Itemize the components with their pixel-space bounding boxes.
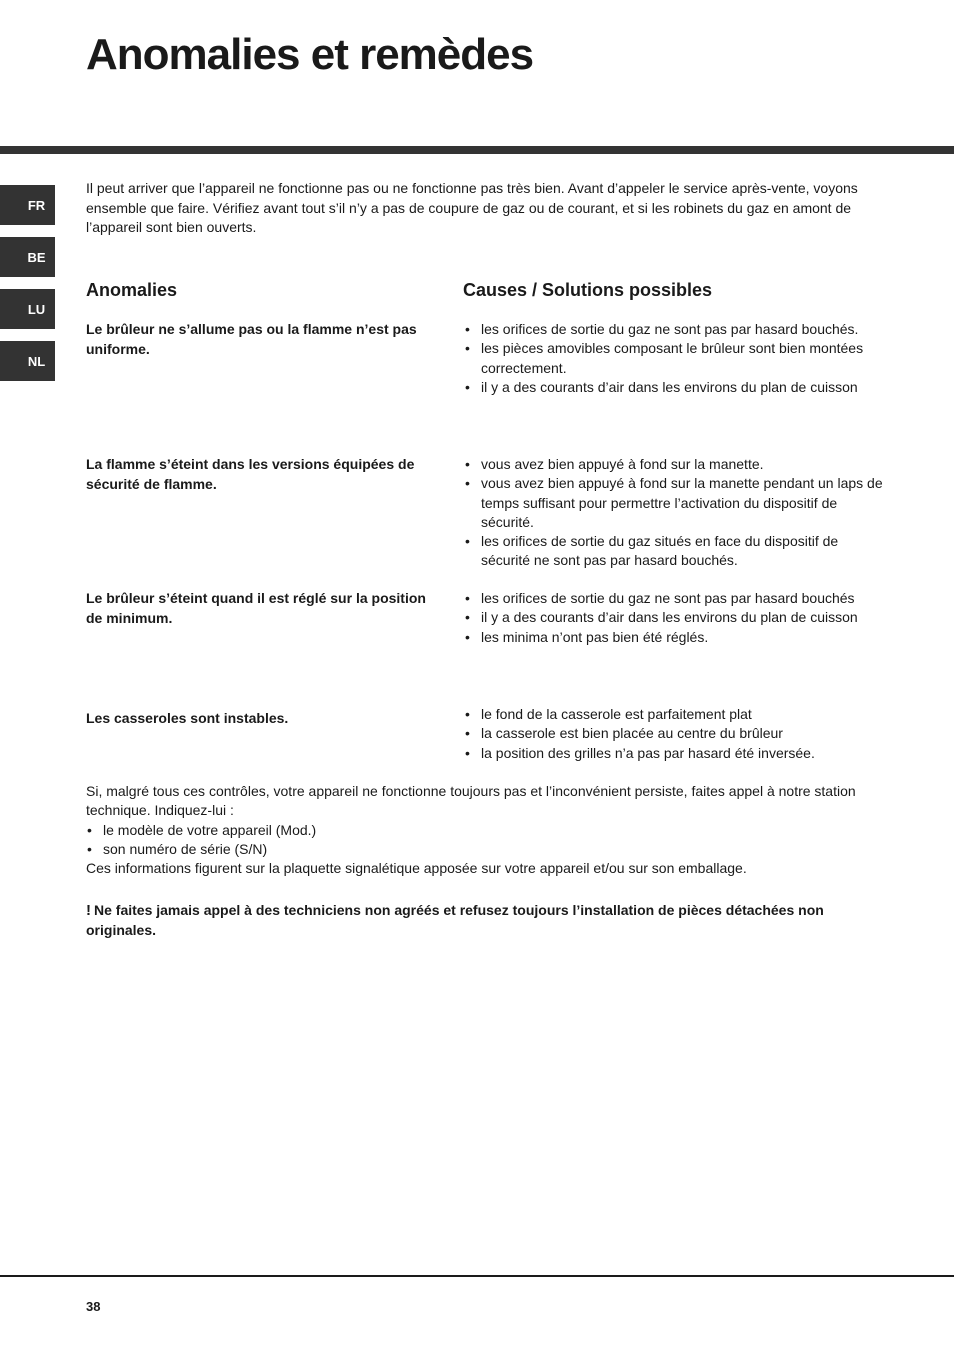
cause-item: • le fond de la casserole est parfaitement plat: [463, 705, 891, 724]
anomaly-causes-list: [463, 320, 891, 397]
page-title: Anomalies et remèdes: [86, 30, 534, 79]
cause-item: • la casserole est bien placée au centre du brûleur: [463, 724, 891, 743]
followup-lead: Si, malgré tous ces contrôles, votre appareil ne fonctionne toujours pas et l’inconvénient persiste, faites appel à notre station technique. Indiquez-lui :: [86, 783, 856, 819]
service-followup-section: [86, 782, 876, 878]
cause-item: • il y a des courants d’air dans les environs du plan de cuisson: [463, 378, 891, 397]
cause-item: • la position des grilles n’a pas par hasard été inversée.: [463, 744, 891, 763]
page-number: 38: [86, 1299, 101, 1314]
warning-text: Ne faites jamais appel à des techniciens non agréés et refusez toujours l’installation de pièces détachées non originales.: [86, 902, 824, 938]
cause-item: • vous avez bien appuyé à fond sur la manette.: [463, 455, 891, 474]
cause-item: • vous avez bien appuyé à fond sur la manette pendant un laps de temps suffisant pour permettre l’activation du dispositif de sécurité.: [463, 474, 891, 532]
followup-item: • son numéro de série (S/N): [86, 840, 876, 859]
anomaly-causes-list: [463, 589, 891, 647]
cause-item: • les orifices de sortie du gaz ne sont pas par hasard bouchés: [463, 589, 891, 608]
anomaly-problem: Le brûleur ne s’allume pas ou la flamme n’est pas uniforme.: [86, 321, 417, 357]
anomaly-problem: Les casseroles sont instables.: [86, 710, 289, 726]
warning-icon: !: [86, 902, 91, 919]
followup-item: • le modèle de votre appareil (Mod.): [86, 821, 876, 840]
cause-item: • les orifices de sortie du gaz situés en face du dispositif de sécurité ne sont pas par hasard bouchés.: [463, 532, 891, 571]
language-tab-fr[interactable]: FR: [0, 185, 55, 225]
header-divider-bar: [0, 146, 954, 154]
footer-divider: [0, 1275, 954, 1277]
language-tab-lu[interactable]: LU: [0, 289, 55, 329]
anomalies-heading: Anomalies: [86, 280, 178, 300]
language-tabs: [0, 185, 55, 393]
cause-item: • les minima n’ont pas bien été réglés.: [463, 628, 891, 647]
causes-heading: Causes / Solutions possibles: [463, 280, 713, 300]
cause-item: • les orifices de sortie du gaz ne sont pas par hasard bouchés.: [463, 320, 891, 339]
followup-info-list: [86, 821, 876, 860]
followup-note: Ces informations figurent sur la plaquette signalétique apposée sur votre appareil et/ou sur son emballage.: [86, 860, 747, 877]
warning-notice: [86, 901, 886, 940]
cause-item: • les pièces amovibles composant le brûleur sont bien montées correctement.: [463, 339, 891, 378]
anomaly-problem: Le brûleur s’éteint quand il est réglé sur la position de minimum.: [86, 590, 426, 626]
anomaly-causes-list: [463, 705, 891, 763]
cause-item: • il y a des courants d’air dans les environs du plan de cuisson: [463, 608, 891, 627]
language-tab-nl[interactable]: NL: [0, 341, 55, 381]
anomaly-problem: La flamme s’éteint dans les versions équipées de sécurité de flamme.: [86, 456, 415, 492]
language-tab-be[interactable]: BE: [0, 237, 55, 277]
intro-paragraph: Il peut arriver que l’appareil ne fonctionne pas ou ne fonctionne pas très bien. Avant d’appeler le service après-vente, voyons ensemble que faire. Vérifiez avant tout s’il n’y a pas de coupure de gaz ou de courant, et si les robinets du gaz en amont de l’appareil sont bien ouverts.: [86, 180, 858, 235]
anomaly-causes-list: [463, 455, 891, 571]
